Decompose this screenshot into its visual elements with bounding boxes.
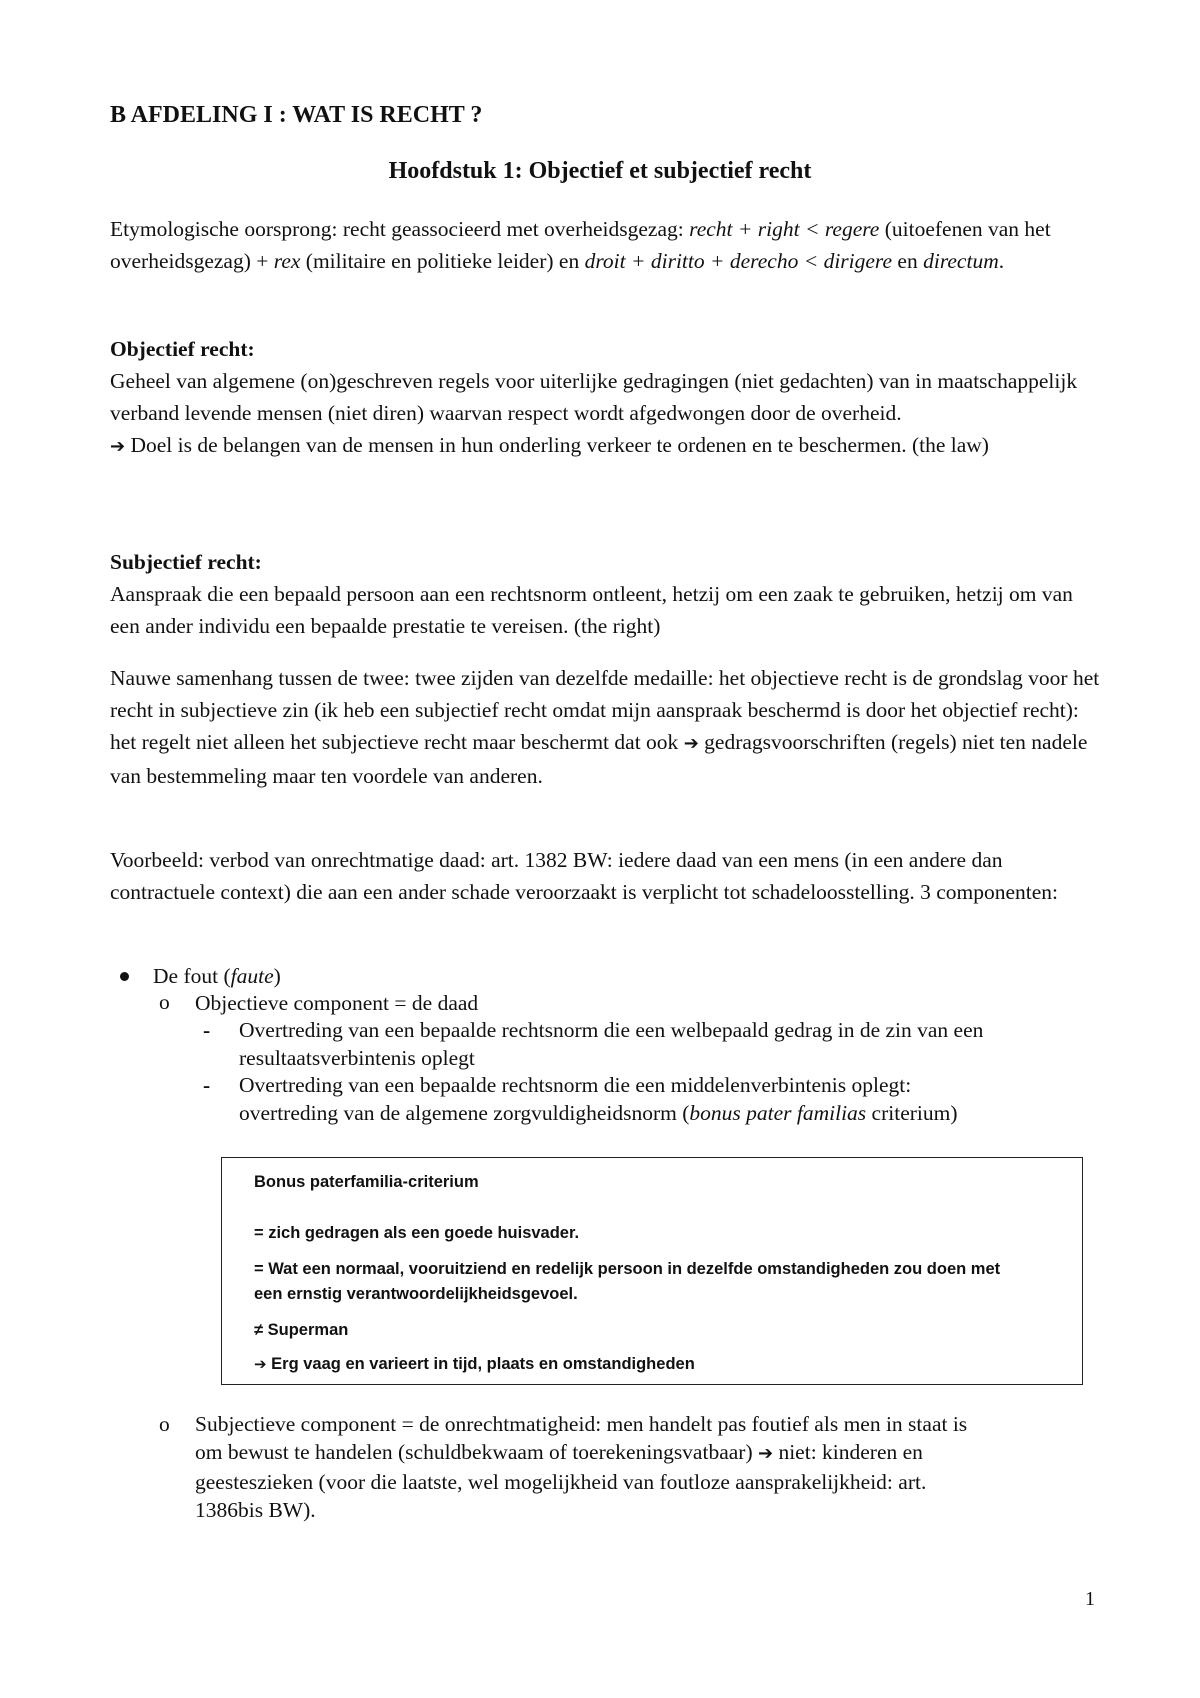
example-paragraph: Voorbeeld: verbod van onrechtmatige daad: art. 1382 BW: iedere daad van een mens (in een andere dan contractuele context) die aan een ander schade veroorzaakt is verplicht tot schadeloosstelling. 3 componenten: bbox=[110, 848, 1059, 904]
box-line bbox=[254, 1352, 1054, 1377]
objective-law-goal: Doel is de belangen van de mensen in hun onderling verkeer te ordenen en te beschermen. (the law) bbox=[125, 433, 989, 457]
dash-marker: - bbox=[203, 1018, 211, 1042]
list-item-text: niet: kinderen en bbox=[773, 1440, 923, 1464]
list-item-text: Overtreding van een bepaalde rechtsnorm die een welbepaald gedrag in de zin van een bbox=[239, 1018, 984, 1042]
subjective-law-paragraph bbox=[110, 546, 1100, 642]
list-item-text: Overtreding van een bepaalde rechtsnorm die een middelenverbintenis oplegt: bbox=[239, 1073, 912, 1097]
bonus-paterfamilias-box bbox=[221, 1157, 1083, 1385]
list-item-text: Subjectieve component = de onrechtmatigheid: men handelt pas foutief als men in staat is bbox=[195, 1412, 968, 1436]
subjective-law-definition: Aanspraak die een bepaald persoon aan een rechtsnorm ontleent, hetzij om een zaak te gebruiken, hetzij om van een ander individu een bepaalde prestatie te vereisen. (the right) bbox=[110, 582, 1073, 638]
etymology-text: . bbox=[998, 249, 1005, 273]
connection-text: Nauwe samenhang tussen de twee: twee zijden van dezelfde medaille: het objectieve recht is de grondslag voor het recht in subjectieve zin (ik heb een subjectief recht omdat mijn aanspraak beschermd is door het objectief recht): het regelt niet alleen het subjectieve recht maar beschermt dat ook bbox=[110, 666, 1100, 754]
etymology-text: (militaire en politieke leider) en bbox=[300, 249, 585, 273]
page-number: 1 bbox=[1085, 1588, 1095, 1610]
box-line-text: een ernstig verantwoordelijkheidsgevoel. bbox=[254, 1285, 578, 1303]
list-item-term: bonus pater familias bbox=[689, 1101, 867, 1125]
list-item-text: overtreding van de algemene zorgvuldigheidsnorm ( bbox=[239, 1101, 690, 1125]
etymology-text: en bbox=[892, 249, 924, 273]
box-line: ≠ Superman bbox=[254, 1321, 349, 1339]
objective-law-heading: Objectief recht: bbox=[110, 337, 255, 361]
list-item-objective-component: Objectieve component = de daad bbox=[195, 991, 479, 1015]
objective-law-paragraph bbox=[110, 333, 1100, 463]
objective-law-definition: Geheel van algemene (on)geschreven regels voor uiterlijke gedragingen (niet gedachten) van in maatschappelijk verband levende mensen (niet diren) waarvan respect wordt afgedwongen door de overheid. bbox=[110, 369, 1078, 425]
box-line-text: = Wat een normaal, vooruitziend en redelijk persoon in dezelfde omstandigheden zou doen met bbox=[254, 1260, 1001, 1278]
list-item-text: criterium) bbox=[866, 1101, 958, 1125]
list-item-text: om bewust te handelen (schuldbekwaam of toerekeningsvatbaar) bbox=[195, 1440, 758, 1464]
etymology-term: rex bbox=[273, 249, 301, 273]
list-item-means-obligation bbox=[239, 1071, 958, 1127]
etymology-text: (uitoefenen van het overheidsgezag) + bbox=[110, 217, 1051, 273]
section-heading: B AFDELING I : WAT IS RECHT ? bbox=[110, 102, 483, 128]
list-item-text: resultaatsverbintenis oplegt bbox=[239, 1046, 475, 1070]
etymology-text: Etymologische oorsprong: recht geassocieerd met overheidsgezag: bbox=[110, 217, 690, 241]
list-item-text: De fout ( bbox=[153, 964, 231, 988]
chapter-title: Hoofdstuk 1: Objectief et subjectief recht bbox=[388, 158, 812, 184]
box-line bbox=[254, 1257, 1054, 1307]
list-item-fault bbox=[153, 962, 281, 990]
box-line: = zich gedragen als een goede huisvader. bbox=[254, 1224, 580, 1242]
dash-marker: - bbox=[203, 1073, 211, 1097]
etymology-term: recht + right < regere bbox=[689, 217, 880, 241]
arrow-icon: ➔ bbox=[110, 436, 126, 457]
arrow-icon: ➔ bbox=[683, 733, 699, 754]
connection-paragraph bbox=[110, 662, 1100, 792]
list-item-text: ) bbox=[273, 964, 281, 988]
subjective-law-heading: Subjectief recht: bbox=[110, 550, 262, 574]
list-item-text: 1386bis BW). bbox=[195, 1498, 316, 1522]
etymology-term: directum bbox=[923, 249, 999, 273]
arrow-icon: ➔ bbox=[757, 1443, 774, 1464]
box-title: Bonus paterfamilia-criterium bbox=[254, 1173, 479, 1191]
box-line-text: Erg vaag en varieert in tijd, plaats en omstandigheden bbox=[266, 1355, 695, 1373]
bullet-icon bbox=[120, 972, 129, 981]
list-item-term: faute bbox=[230, 964, 274, 988]
connection-text: gedragsvoorschriften (regels) niet ten nadele van bestemmeling maar ten voordele van anderen. bbox=[110, 730, 1088, 788]
sub-bullet-marker: o bbox=[159, 990, 170, 1014]
arrow-icon: ➔ bbox=[254, 1355, 267, 1373]
sub-bullet-marker: o bbox=[159, 1412, 170, 1436]
list-item-result-obligation bbox=[239, 1016, 983, 1072]
etymology-term: droit + diritto + derecho < dirigere bbox=[584, 249, 893, 273]
etymology-paragraph bbox=[110, 213, 1100, 277]
list-item-text: geesteszieken (voor die laatste, wel mogelijkheid van foutloze aansprakelijkheid: art. bbox=[195, 1470, 927, 1494]
list-item-subjective-component bbox=[195, 1410, 967, 1524]
